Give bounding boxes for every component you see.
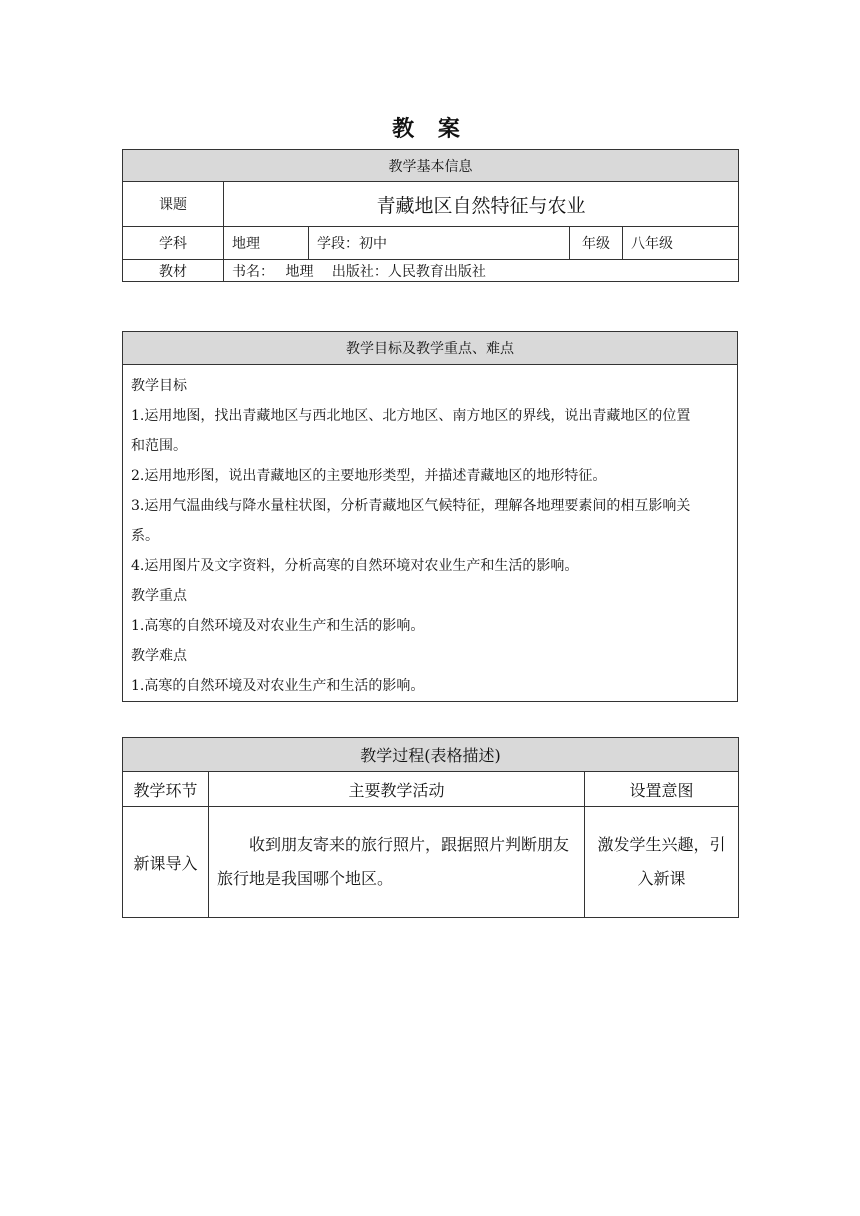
grade-label: 年级 <box>570 227 623 260</box>
goals-line: 教学难点 <box>131 648 187 664</box>
column-intent: 设置意图 <box>585 772 739 807</box>
goals-line: 3.运用气温曲线与降水量柱状图，分析青藏地区气候特征，理解各地理要素间的相互影响关 <box>131 498 691 514</box>
goals-line: 1.高寒的自然环境及对农业生产和生活的影响。 <box>131 678 425 694</box>
goals-line: 教学目标 <box>131 378 187 394</box>
textbook-value: 书名： 地理 出版社：人民教育出版社 <box>224 260 739 282</box>
subject-label: 学科 <box>123 227 224 260</box>
table-row <box>123 807 739 918</box>
document-title: 教 案 <box>392 117 468 142</box>
goals-body <box>123 365 738 702</box>
goals-line: 1.运用地图，找出青藏地区与西北地区、北方地区、南方地区的界线，说出青藏地区的位置 <box>131 408 691 424</box>
row-stage: 新课导入 <box>123 807 209 918</box>
process-table <box>122 737 739 918</box>
grade-value: 八年级 <box>623 227 739 260</box>
topic-value: 青藏地区自然特征与农业 <box>224 182 739 227</box>
textbook-label: 教材 <box>123 260 224 282</box>
column-activity: 主要教学活动 <box>209 772 585 807</box>
stage-value: 学段：初中 <box>309 227 570 260</box>
subject-value: 地理 <box>224 227 309 260</box>
goals-line: 4.运用图片及文字资料，分析高寒的自然环境对农业生产和生活的影响。 <box>131 558 579 574</box>
column-stage: 教学环节 <box>123 772 209 807</box>
row-intent: 激发学生兴趣，引入新课 <box>585 807 739 918</box>
topic-label: 课题 <box>123 182 224 227</box>
process-header: 教学过程(表格描述) <box>123 738 739 772</box>
goals-line: 教学重点 <box>131 588 187 604</box>
goals-line: 2.运用地形图，说出青藏地区的主要地形类型，并描述青藏地区的地形特征。 <box>131 468 607 484</box>
goals-line: 系。 <box>131 528 159 544</box>
basic-info-header: 教学基本信息 <box>123 150 739 182</box>
row-activity: 收到朋友寄来的旅行照片，跟据照片判断朋友旅行地是我国哪个地区。 <box>209 807 585 918</box>
goals-line: 1.高寒的自然环境及对农业生产和生活的影响。 <box>131 618 425 634</box>
goals-table <box>122 331 738 702</box>
goals-line: 和范围。 <box>131 438 187 454</box>
basic-info-table <box>122 149 739 282</box>
goals-header: 教学目标及教学重点、难点 <box>123 332 738 365</box>
